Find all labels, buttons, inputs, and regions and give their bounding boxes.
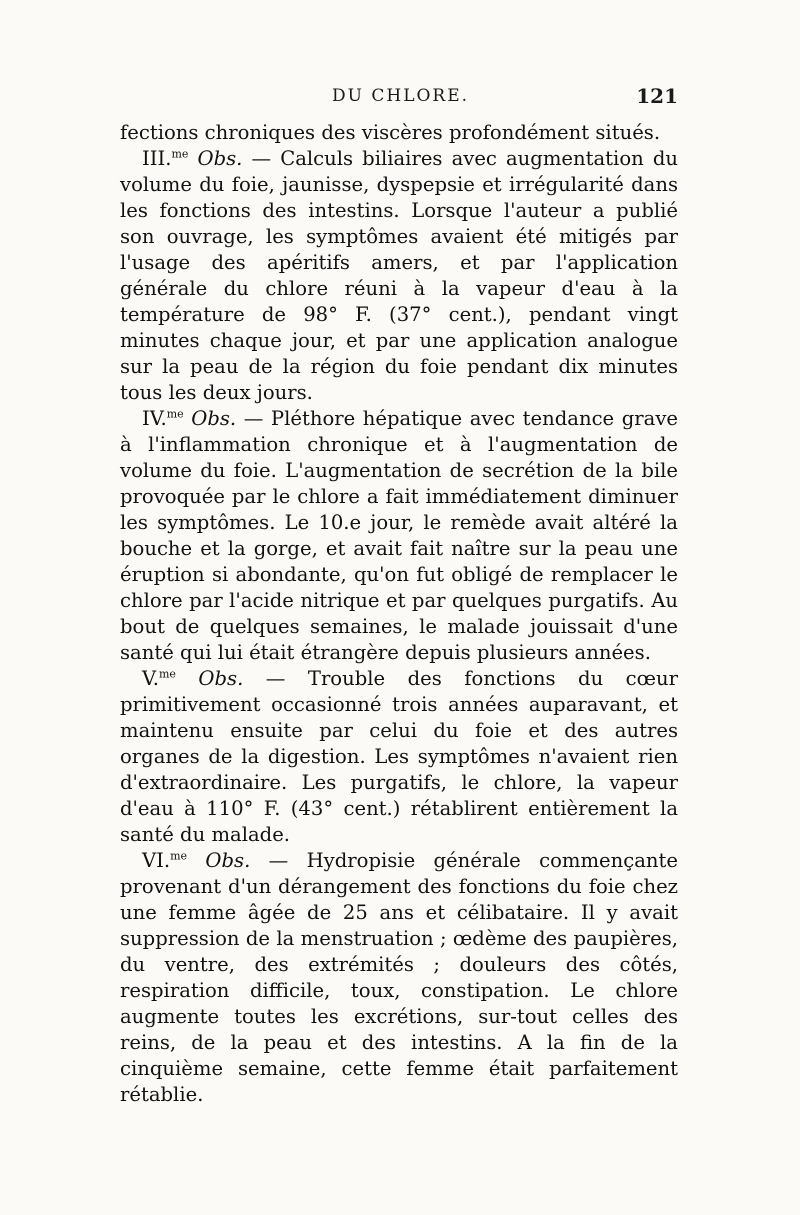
observation-number [142,667,243,690]
observation-number [142,407,236,430]
observation-numeral: VI. [142,849,171,872]
observation-numeral: V. [142,667,159,690]
observation-numeral: IV. [142,407,167,430]
observation-numeral: III. [142,147,172,170]
obs-abbreviation: Obs. [191,407,237,430]
observation-4 [120,406,678,666]
ordinal-suffix: me [171,147,189,161]
observation-6 [120,848,678,1108]
page-number: 121 [636,84,678,108]
paragraph-text: — Pléthore hépatique avec tendance grave à l'inflammation chronique et à l'augmentation de volume du foie. L'augmentation de secrétion de la bile provoquée par le chlore a fait immédiatement diminuer les symptômes. Le 10.e jour, le remède avait altéré la bouche et la gorge, et avait fait naître sur la peau une éruption si abondante, qu'on fut obligé de remplacer le chlore par l'acide nitrique et par quelques purgatifs. Au bout de quelques semaines, le malade jouissait d'une santé qui lui était étrangère depuis plusieurs années. [120,407,678,664]
observation-3 [120,146,678,406]
obs-abbreviation: Obs. [198,667,244,690]
running-head: DU CHLORE. [332,86,470,106]
observation-5 [120,666,678,848]
obs-abbreviation: Obs. [197,147,243,170]
ordinal-suffix: me [170,849,188,863]
obs-abbreviation: Obs. [205,849,251,872]
ordinal-suffix: me [166,407,184,421]
ordinal-suffix: me [158,667,176,681]
observation-number [142,147,242,170]
paragraph-text: — Calculs biliaires avec augmentation du volume du foie, jaunisse, dyspepsie et irrégularité dans les fonctions des intestins. Lorsque l'auteur a publié son ouvrage, les symptômes avaient été mitigés par l'usage des apéritifs amers, et par l'application générale du chlore réuni à la vapeur d'eau à la température de 98° F. (37° cent.), pendant vingt minutes chaque jour, et par une application analogue sur la peau de la région du foie pendant dix minutes tous les deux jours. [120,147,678,404]
paragraph-text: fections chroniques des viscères profondément situés. [120,121,661,144]
paragraph-text: — Hydropisie générale commençante provenant d'un dérangement des fonctions du foie chez une femme âgée de 25 ans et célibataire. Il y avait suppression de la menstruation ; œdème des paupières, du ventre, des extrémités ; douleurs des côtés, respiration difficile, toux, constipation. Le chlore augmente toutes les excrétions, sur-tout celles des reins, de la peau et des intestins. A la fin de la cinquième semaine, cette femme était parfaitement rétablie. [120,849,678,1106]
paragraph-continuation [120,120,678,146]
paragraph-text: — Trouble des fonctions du cœur primitivement occasionné trois années auparavant, et maintenu ensuite par celui du foie et des autres organes de la digestion. Les symptômes n'avaient rien d'extraordinaire. Les purgatifs, le chlore, la vapeur d'eau à 110° F. (43° cent.) rétablirent entièrement la santé du malade. [120,667,679,846]
body-text [120,120,678,1108]
observation-number [142,849,250,872]
page-header [120,84,678,118]
